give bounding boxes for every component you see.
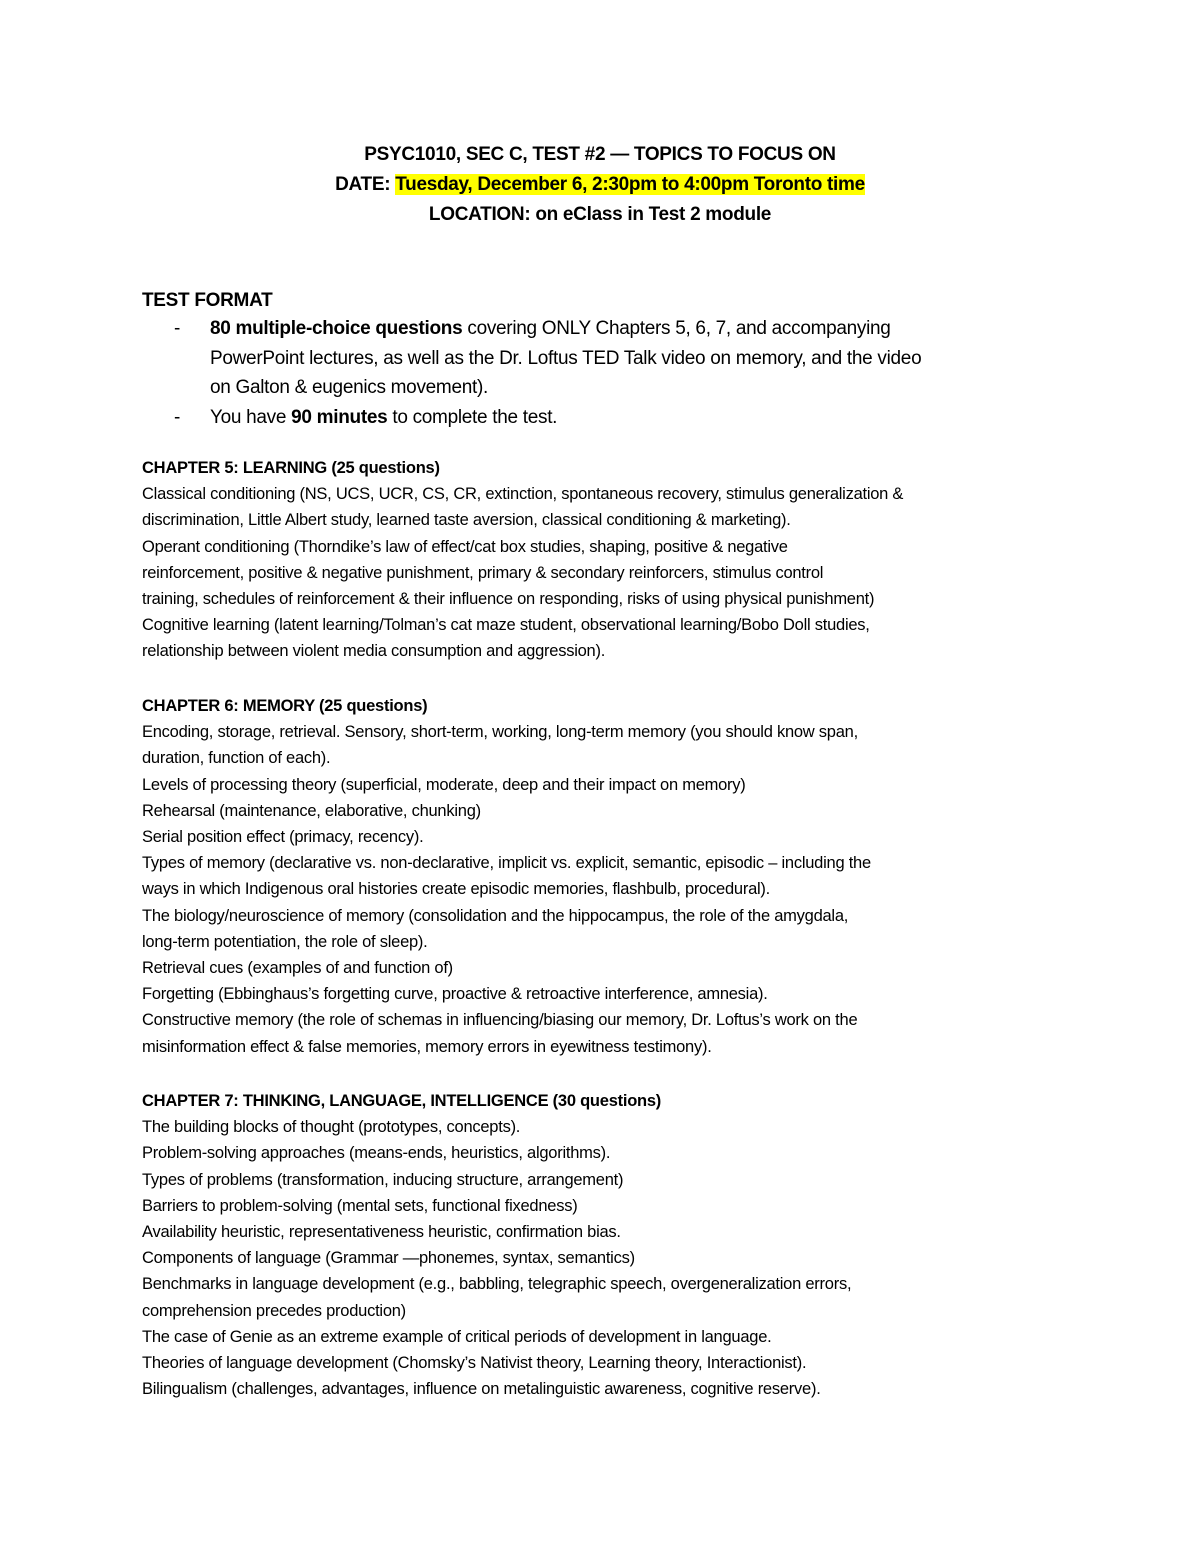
chapter-6-line: Forgetting (Ebbinghaus’s forgetting curve, proactive & retroactive interference, amnesia). [142, 985, 768, 1004]
chapter-6-line: misinformation effect & false memories, memory errors in eyewitness testimony). [142, 1037, 712, 1056]
chapter-6-line: Types of memory (declarative vs. non-declarative, implicit vs. explicit, semantic, episodic – including the [142, 854, 871, 873]
date-value-highlight: Tuesday, December 6, 2:30pm to 4:00pm Toronto time [395, 174, 865, 195]
test-format-title: TEST FORMAT [142, 290, 273, 311]
test-format-list [142, 314, 1042, 432]
chapter-7-line: Types of problems (transformation, inducing structure, arrangement) [142, 1170, 624, 1189]
chapter-6-line: Constructive memory (the role of schemas in influencing/biasing our memory, Dr. Loftus’s work on the [142, 1011, 858, 1030]
chapter-5-line: training, schedules of reinforcement & their influence on responding, risks of using physical punishment) [142, 590, 875, 609]
chapter-6-line: Rehearsal (maintenance, elaborative, chunking) [142, 801, 481, 820]
chapter-5-title: CHAPTER 5: LEARNING (25 questions) [142, 459, 440, 477]
chapter-6-line: long-term potentiation, the role of sleep). [142, 932, 428, 951]
chapter-6-line: duration, function of each). [142, 749, 331, 768]
chapter-7-line: The case of Genie as an extreme example of critical periods of development in language. [142, 1327, 772, 1346]
test-date-line [0, 170, 1200, 200]
chapter-7-line: The building blocks of thought (prototypes, concepts). [142, 1118, 521, 1137]
chapter-6-line: Serial position effect (primacy, recency). [142, 828, 424, 847]
chapter-6-section [142, 693, 1082, 1060]
chapter-5-line: Operant conditioning (Thorndike’s law of effect/cat box studies, shaping, positive & negative [142, 537, 788, 556]
duration-value: 90 minutes [291, 406, 388, 428]
bullet1-line1: covering ONLY Chapters 5, 6, 7, and accompanying [462, 318, 891, 339]
bullet1-line3: on Galton & eugenics movement). [210, 377, 488, 398]
chapter-7-line: Problem-solving approaches (means-ends, heuristics, algorithms). [142, 1144, 611, 1163]
chapter-7-title: CHAPTER 7: THINKING, LANGUAGE, INTELLIGENCE (30 questions) [142, 1092, 662, 1110]
bullet2-post: to complete the test. [387, 406, 558, 428]
bullet-text [210, 403, 1042, 433]
bullet-text [210, 314, 1042, 403]
chapter-6-line: Encoding, storage, retrieval. Sensory, short-term, working, long-term memory (you should know span, [142, 723, 858, 742]
bullet-dash: - [174, 318, 181, 339]
format-bullet-duration [142, 403, 1042, 433]
chapter-6-line: ways in which Indigenous oral histories create episodic memories, flashbulb, procedural). [142, 880, 770, 899]
chapter-7-line: Components of language (Grammar —phonemes, syntax, semantics) [142, 1249, 635, 1268]
chapter-6-line: Retrieval cues (examples of and function of) [142, 959, 453, 978]
chapter-5-line: relationship between violent media consumption and aggression). [142, 642, 606, 661]
question-count: 80 multiple-choice questions [210, 318, 463, 339]
chapter-5-line: discrimination, Little Albert study, learned taste aversion, classical conditioning & marketing). [142, 511, 791, 530]
chapter-7-line: Availability heuristic, representativeness heuristic, confirmation bias. [142, 1223, 621, 1242]
chapter-7-section [142, 1088, 1082, 1402]
chapter-7-line: Benchmarks in language development (e.g., babbling, telegraphic speech, overgeneralization errors, [142, 1275, 852, 1294]
document-title: PSYC1010, SEC C, TEST #2 — TOPICS TO FOCUS ON [364, 144, 836, 165]
bullet1-line2: PowerPoint lectures, as well as the Dr. Loftus TED Talk video on memory, and the video [210, 347, 922, 369]
chapter-7-line: Theories of language development (Chomsky’s Nativist theory, Learning theory, Interactionist). [142, 1354, 807, 1373]
test-location: LOCATION: on eClass in Test 2 module [428, 204, 772, 225]
chapter-6-line: The biology/neuroscience of memory (consolidation and the hippocampus, the role of the amygdala, [142, 906, 849, 925]
bullet-dash: - [174, 406, 181, 428]
chapter-7-line: Bilingualism (challenges, advantages, influence on metalinguistic awareness, cognitive reserve). [142, 1380, 821, 1399]
chapter-6-title: CHAPTER 6: MEMORY (25 questions) [142, 697, 428, 715]
chapter-5-line: Cognitive learning (latent learning/Tolman’s cat maze student, observational learning/Bobo Doll studies, [142, 616, 870, 635]
document-header [0, 140, 1200, 230]
chapter-5-section [142, 455, 1082, 665]
bullet2-pre: You have [210, 406, 292, 428]
chapter-7-line: comprehension precedes production) [142, 1301, 406, 1320]
chapter-6-line: Levels of processing theory (superficial, moderate, deep and their impact on memory) [142, 775, 746, 794]
format-bullet-questions [142, 314, 1042, 403]
chapter-5-line: Classical conditioning (NS, UCS, UCR, CS, CR, extinction, spontaneous recovery, stimulus generalization & [142, 485, 904, 504]
chapter-7-line: Barriers to problem-solving (mental sets, functional fixedness) [142, 1196, 578, 1215]
date-label: DATE: [335, 174, 396, 195]
chapter-5-line: reinforcement, positive & negative punishment, primary & secondary reinforcers, stimulus control [142, 563, 824, 582]
